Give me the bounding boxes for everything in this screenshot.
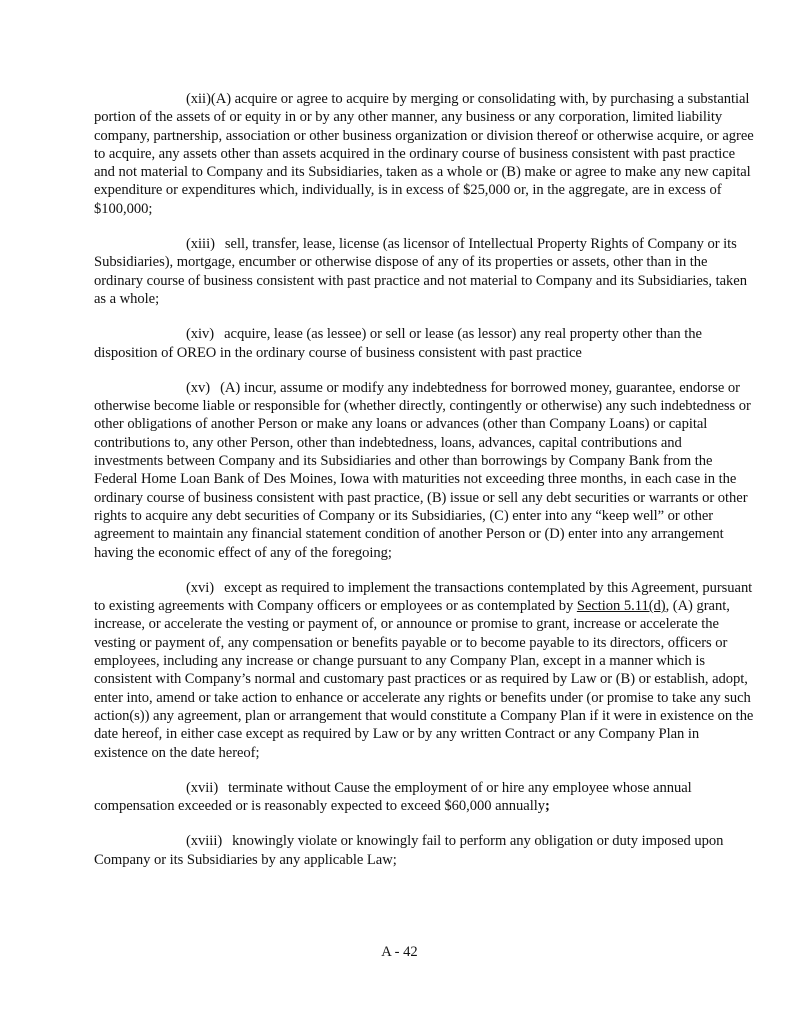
page-number: A - 42 (381, 944, 418, 960)
clause-number: (xviii) (186, 833, 223, 850)
clause-terminator: ; (544, 798, 550, 815)
document-body (94, 90, 754, 886)
clause-text: knowingly violate or knowingly fail to perform any obligation or duty imposed upon Company or its Subsidiaries by any applicable Law; (94, 833, 724, 868)
clause-number: (xv) (186, 379, 211, 396)
clause-text-continued: , (A) grant, increase, or accelerate the vesting or payment of, or announce or promise to grant, increase or accelerate the vesting or payment of, any compensation or benefits payable or to become payable to its directors, officers or employees, including any increase or change pursuant to any Company Plan, except in a manner which is consistent with Company’s normal and customary past practices or as required by Law or (B) or establish, adopt, enter into, amend or take action to enhance or accelerate any rights or benefits under (or promise to take any such action(s)) any agreement, plan or arrangement that would constitute a Company Plan if it were in existence on the date hereof, in either case except as required by Law or by any written Contract or any Company Plan in existence on the date hereof; (94, 598, 754, 761)
clause-number: (xiii) (186, 236, 215, 253)
clause-text: terminate without Cause the employment of or hire any employee whose annual compensation exceeded or is reasonably expected to exceed $60,000 annually (94, 779, 692, 815)
clause-xviii (94, 832, 754, 869)
clause-xvii (94, 779, 754, 816)
clause-text: (A) acquire or agree to acquire by merging or consolidating with, by purchasing a substantial portion of the assets of or equity in or by any other manner, any business or any corporation, limited liability company, partnership, association or other business organization or division thereof or otherwise acquire, or agree to acquire, any assets other than assets acquired in the ordinary course of business consistent with past practice and not material to Company and its Subsidiaries, taken as a whole or (B) make or agree to make any new capital expenditure or expenditures which, individually, is in excess of $25,000 or, in the aggregate, are in excess of $100,000; (94, 91, 754, 217)
section-reference-link[interactable]: Section 5.11(d) (576, 598, 666, 615)
clause-text: acquire, lease (as lessee) or sell or lease (as lessor) any real property other than the disposition of OREO in the ordinary course of business consistent with past practice (94, 326, 702, 361)
clause-number: (xvii) (186, 779, 219, 796)
clause-number: (xvi) (186, 579, 215, 596)
clause-text: (A) incur, assume or modify any indebtedness for borrowed money, guarantee, endorse or otherwise become liable or responsible for (whether directly, contingently or otherwise) any such indebtedness or other obligations of another Person or make any loans or advances (other than Company Loans) or capital contributions to, any other Person, other than indebtedness, loans, advances, capital contributions and investments between Company and its Subsidiaries and other than borrowings by Company Bank from the Federal Home Loan Bank of Des Moines, Iowa with maturities not exceeding three months, in each case in the ordinary course of business consistent with past practice, (B) issue or sell any debt securities or warrants or other rights to acquire any debt securities of Company or its Subsidiaries, (C) enter into any “keep well” or other agreement to maintain any financial statement condition of another Person or (D) enter into any arrangement having the economic effect of any of the foregoing; (94, 379, 751, 561)
clause-xiv (94, 325, 754, 362)
clause-xii (94, 90, 754, 218)
clause-text: except as required to implement the transactions contemplated by this Agreement, pursuant to existing agreements with Company officers or employees or as contemplated by (94, 579, 753, 615)
clause-number: (xii) (186, 91, 211, 107)
clause-text: sell, transfer, lease, license (as licensor of Intellectual Property Rights of Company or its Subsidiaries), mortgage, encumber or otherwise dispose of any of its properties or assets, other than in the ordinary course of business consistent with past practice and not material to Company and its Subsidiaries, taken as a whole; (94, 236, 747, 307)
clause-xv (94, 379, 754, 562)
clause-number: (xiv) (186, 326, 215, 343)
clause-xvi (94, 579, 754, 762)
clause-xiii (94, 235, 754, 308)
